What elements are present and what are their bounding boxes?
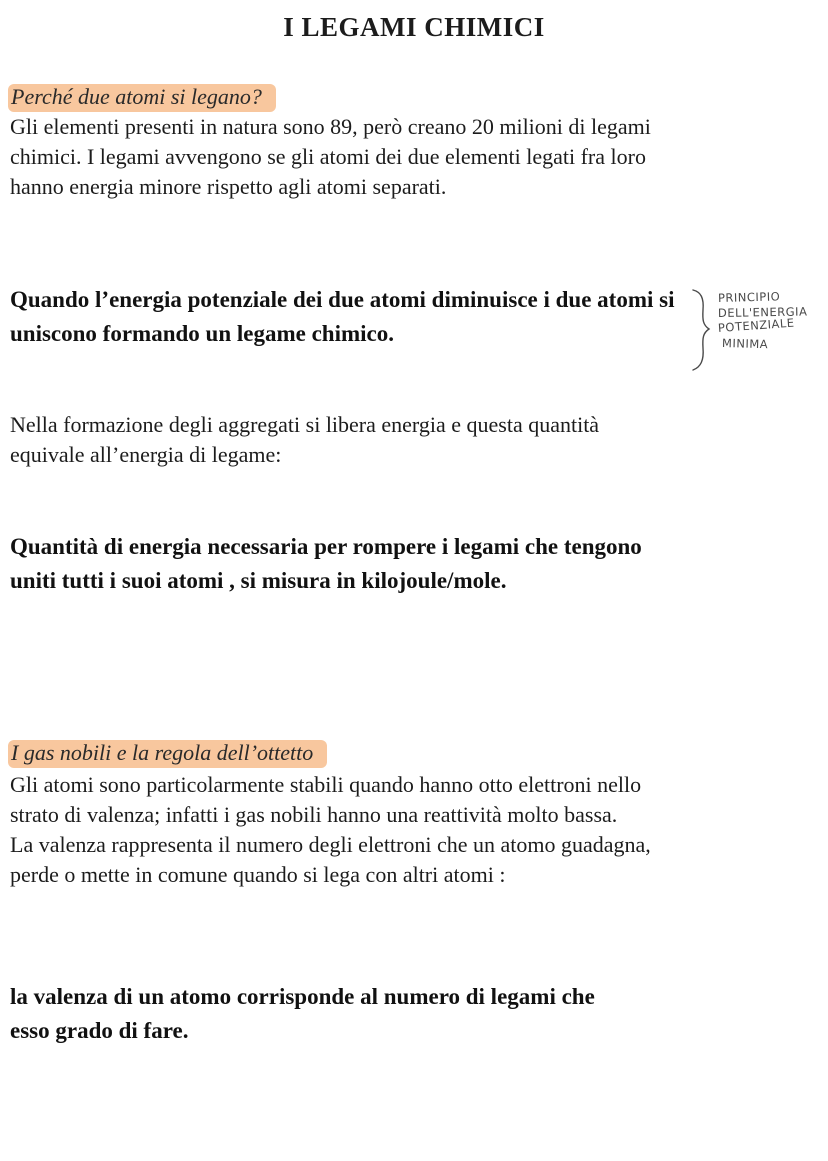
- annotation-line: MINIMA: [721, 336, 769, 352]
- annotation-line: DELL'ENERGIA: [717, 304, 808, 320]
- paragraph-bond-energy-intro: Nella formazione degli aggregati si libera energia e questa quantità equivale all’energia di legame:: [10, 412, 600, 467]
- paragraph-octet-part2: La valenza rappresenta il numero degli elettroni che un atomo guadagna, perde o mette in comune quando si lega con altri atomi :: [10, 832, 651, 887]
- bond-energy-definition: Quantità di energia necessaria per rompere i legami che tengono uniti tutti i suoi atomi , si misura in kilojoule/mole.: [10, 534, 642, 593]
- principle-statement: Quando l’energia potenziale dei due atomi diminuisce i due atomi si uniscono formando un legame chimico.: [10, 287, 675, 346]
- paragraph-octet: [10, 770, 670, 890]
- highlighted-heading-text: Perché due atomi si legano?: [8, 84, 276, 112]
- paragraph-why-bond: Gli elementi presenti in natura sono 89, però creano 20 milioni di legami chimici. I legami avvengono se gli atomi dei due elementi legati fra loro hanno energia minore rispetto agli atomi separati.: [10, 114, 651, 199]
- curly-brace-icon: [690, 287, 712, 378]
- section-heading-why-bond: [8, 84, 276, 112]
- valence-statement: la valenza di un atomo corrisponde al numero di legami che esso grado di fare.: [10, 984, 595, 1043]
- annotation-line: PRINCIPIO: [717, 289, 781, 305]
- handwritten-annotation: [718, 291, 807, 351]
- principle-block: [10, 283, 807, 378]
- page-title: I LEGAMI CHIMICI: [283, 12, 545, 42]
- highlighted-heading-text: I gas nobili e la regola dell’ottetto: [8, 740, 327, 768]
- paragraph-octet-part1: Gli atomi sono particolarmente stabili quando hanno otto elettroni nello strato di valenza; infatti i gas nobili hanno una reattività molto bassa.: [10, 772, 642, 827]
- section-heading-octet: [8, 740, 327, 768]
- annotation-line: POTENZIALE: [717, 315, 795, 335]
